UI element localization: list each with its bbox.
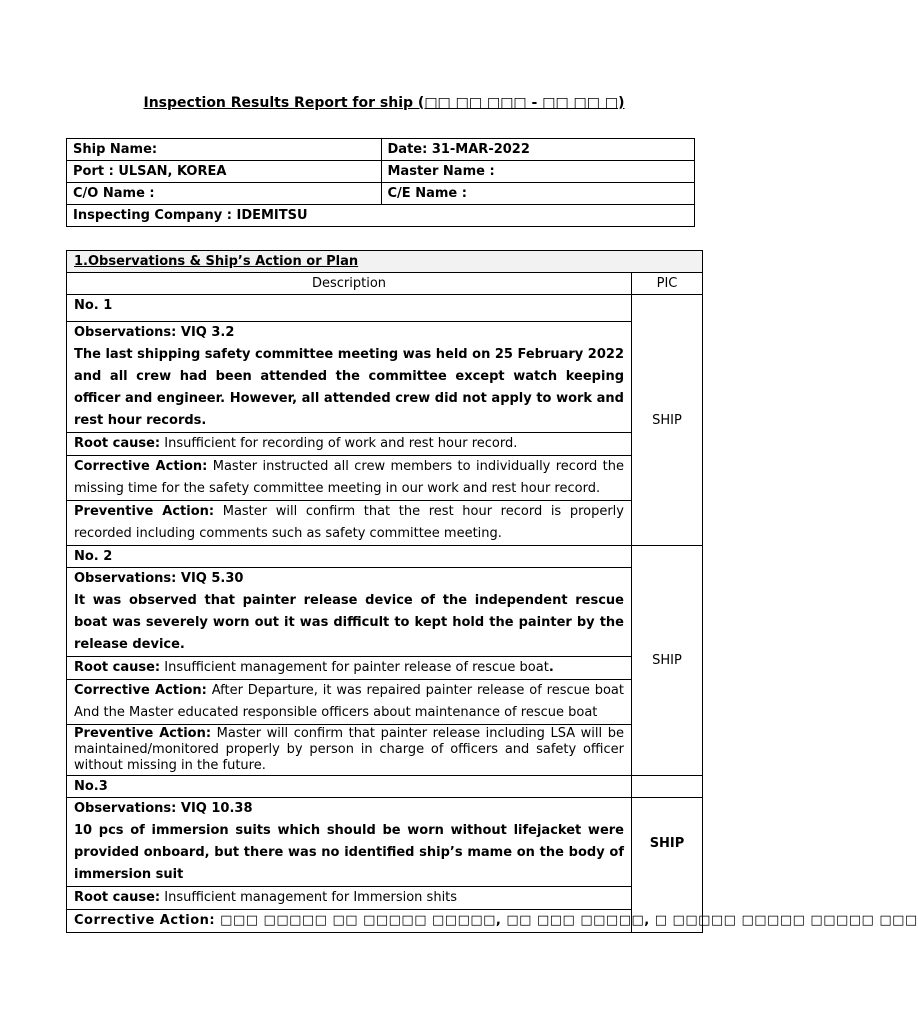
observation-text: 10 pcs of immersion suits which should be worn without lifejacket were provided onboard, but there was no identified ship’s mame on the body of immersion suit [74,823,624,882]
corrective-action-label: Corrective Action: [74,459,208,474]
report-title: Inspection Results Report for ship (□□ □□ □□□ - □□ □□ □) [143,95,625,111]
root-cause-text: Insufficient management for Immersion shits [160,890,458,905]
root-cause-cell [67,657,632,680]
observation-text: The last shipping safety committee meeting was held on 25 February 2022 and all crew had been attended the committee except watch keeping officer and engineer. However, all attended crew did not apply to work and rest hour records. [74,347,624,428]
corrective-action-label: Corrective Action: [74,913,216,928]
observations-table [66,250,918,933]
pic-column-header: PIC [632,273,703,295]
preventive-action-label: Preventive Action: [74,726,212,741]
observation-text: It was observed that painter release device of the independent rescue boat was severely worn out it was difficult to kept hold the painter by the release device. [74,593,624,652]
corrective-action-cell [67,680,632,725]
root-cause-cell [67,433,632,456]
corrective-action-text: □□□ □□□□□ □□ □□□□□ □□□□□, □□ □□□ □□□□□, □ □□□□□ □□□□□ □□□□□ □□□ [215,913,918,928]
description-column-header: Description [67,273,632,295]
corrective-action-text: After Departure, it was repaired painter release of rescue boat And the Master educated responsible officers about maintenance of rescue boat [74,683,624,720]
root-cause-label: Root cause: [74,436,161,451]
root-cause-label: Root cause: [74,890,161,905]
observation-cell [67,798,632,887]
observation-label: Observations: VIQ 3.2 [74,325,235,340]
pic-cell: SHIP [632,295,703,546]
item-number: No. 1 [67,295,632,322]
observation-cell [67,568,632,657]
root-cause-end: . [548,660,554,675]
ship-info-table [66,138,695,227]
root-cause-text: Insufficient management for painter release of rescue boat [160,660,549,675]
pic-empty-cell [632,776,703,798]
corrective-action-label: Corrective Action: [74,683,207,698]
master-name-field: Master Name : [381,161,695,183]
root-cause-text: Insufficient for recording of work and rest hour record. [160,436,518,451]
observation-label: Observations: VIQ 10.38 [74,801,253,816]
root-cause-cell [67,887,632,910]
co-name-field: C/O Name : [67,183,382,205]
item-number: No. 2 [67,546,632,568]
ce-name-field: C/E Name : [381,183,695,205]
corrective-action-cell [67,456,632,501]
preventive-action-text: Master will confirm that the rest hour record is properly recorded including comments such as safety committee meeting. [74,504,624,541]
preventive-action-cell [67,725,632,776]
corrective-action-cell [67,910,918,933]
port-field: Port : ULSAN, KOREA [67,161,382,183]
pic-cell: SHIP [632,546,703,776]
preventive-action-text: Master will confirm that painter release including LSA will be maintained/monitored properly by person in charge of officers and safety officer without missing in the future. [74,726,624,773]
ship-name-field: Ship Name: [67,139,382,161]
observation-label: Observations: VIQ 5.30 [74,571,244,586]
date-field: Date: 31-MAR-2022 [381,139,695,161]
inspecting-company-field: Inspecting Company : IDEMITSU [67,205,695,227]
observation-cell [67,322,632,433]
item-number: No.3 [67,776,632,798]
root-cause-label: Root cause: [74,660,161,675]
corrective-action-text: Master instructed all crew members to individually record the missing time for the safety committee meeting in our work and rest hour record. [74,459,624,496]
pic-cell: SHIP [632,798,703,933]
section-heading: 1.Observations & Ship’s Action or Plan [67,251,703,273]
preventive-action-label: Preventive Action: [74,504,215,519]
preventive-action-cell [67,501,632,546]
